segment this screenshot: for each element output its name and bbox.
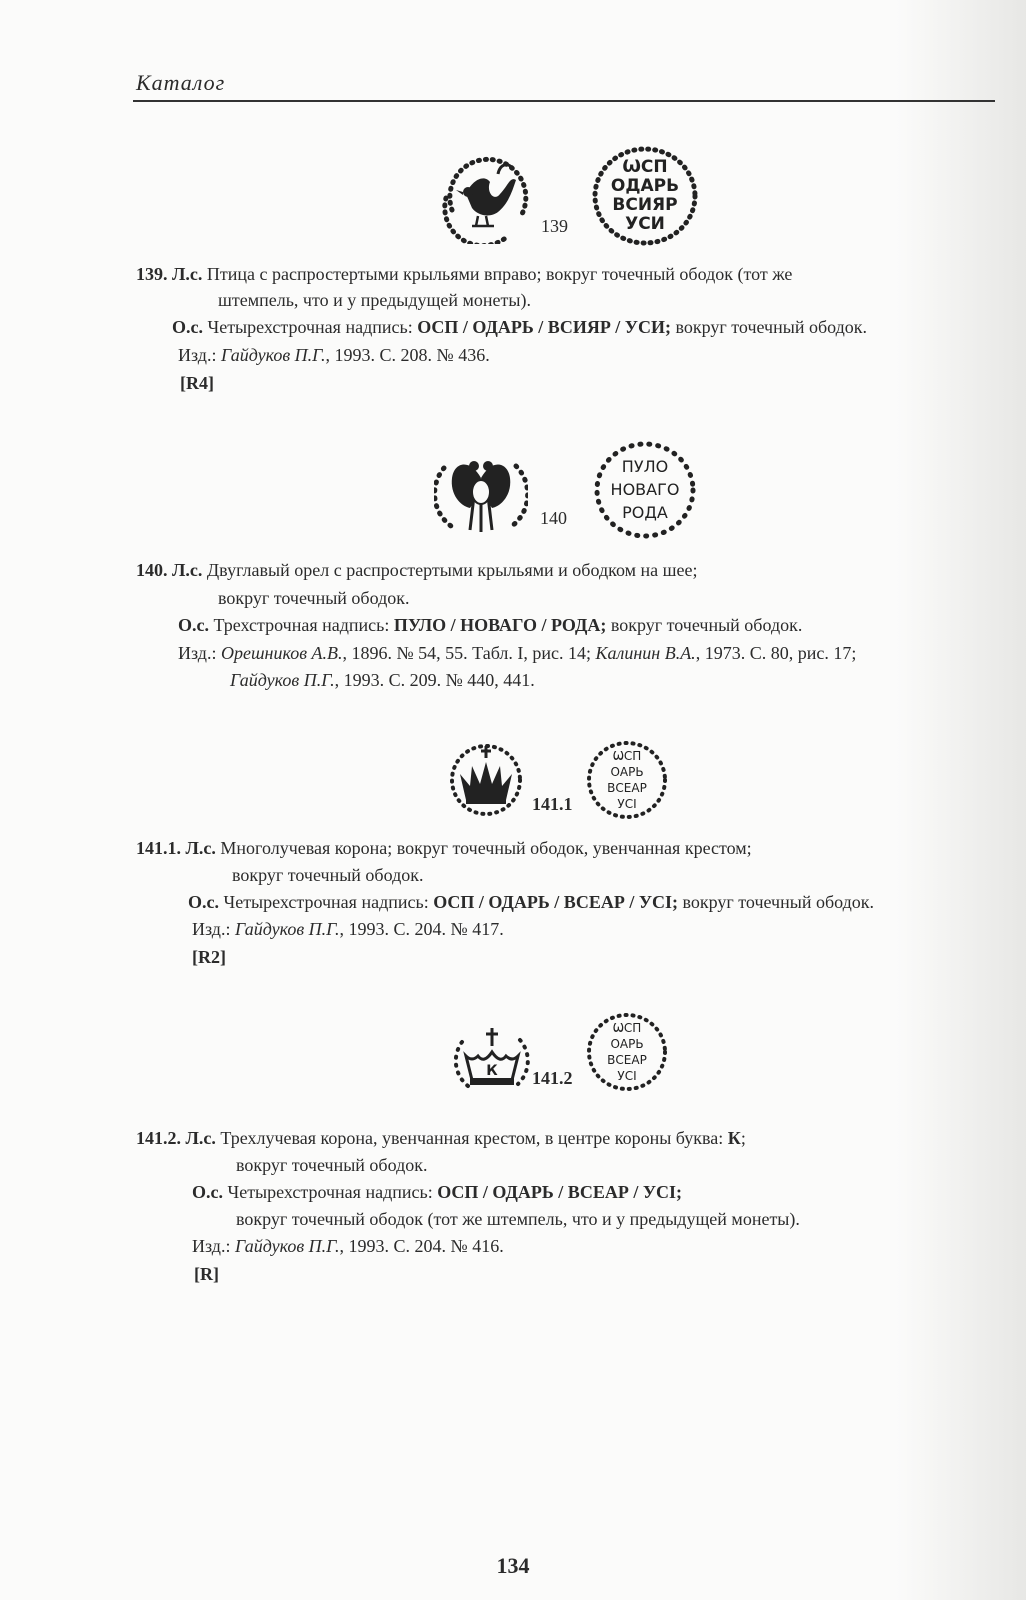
obverse-line-1 xyxy=(136,836,752,860)
publication-author: Гайдуков П.Г. xyxy=(234,1236,340,1256)
coin-images-141-2 xyxy=(0,1020,1026,1110)
reverse-label: О.с. xyxy=(188,892,219,912)
reverse-line xyxy=(178,613,802,637)
entry-number: 139. xyxy=(136,264,168,284)
coin-label-141-2: 141.2 xyxy=(532,1068,573,1088)
publication-label: Изд.: xyxy=(178,643,217,663)
reverse-glyph-line: УСІ xyxy=(617,797,637,811)
reverse-inscription-image xyxy=(584,1010,670,1094)
publication-line xyxy=(192,917,504,941)
coin-label-139: 139 xyxy=(541,216,568,236)
reverse-inscription-image xyxy=(590,438,700,542)
coin-images-140 xyxy=(0,436,1026,546)
obverse-crown-image xyxy=(446,740,526,820)
obverse-bird-image xyxy=(438,152,530,244)
publication-line-2 xyxy=(230,668,535,692)
coin-label-140: 140 xyxy=(540,508,567,528)
entry-number: 141.1. xyxy=(136,838,181,858)
reverse-line xyxy=(172,315,867,339)
publication-details: , 1993. С. 204. № 417. xyxy=(339,919,504,939)
crown-letter: К xyxy=(486,1063,498,1079)
obverse-text: Трехлучевая корона, увенчанная крестом, в центре короны буква: xyxy=(220,1128,724,1148)
reverse-inscription: ОСП / ОДАРЬ / ВСЕАР / УСІ; xyxy=(433,892,679,912)
reverse-glyph-line: ОАРЬ xyxy=(610,765,644,779)
publication-details: , 1993. С. 204. № 416. xyxy=(339,1236,504,1256)
reverse-label: О.с. xyxy=(192,1182,223,1202)
reverse-glyph-line: РОДА xyxy=(622,503,668,522)
obverse-label: Л.с. xyxy=(172,560,203,580)
reverse-text-post: вокруг точечный ободок. xyxy=(682,892,875,912)
obverse-label: Л.с. xyxy=(185,1128,216,1148)
running-title: Каталог xyxy=(136,70,226,95)
rarity-mark: [R2] xyxy=(192,947,226,967)
publication-label: Изд.: xyxy=(192,919,231,939)
reverse-inscription: ОСП / ОДАРЬ / ВСИЯР / УСИ; xyxy=(417,317,672,337)
publication-label: Изд.: xyxy=(178,345,217,365)
obverse-crown-k-image xyxy=(454,1022,530,1100)
reverse-text-post: вокруг точечный ободок. xyxy=(675,317,867,337)
reverse-inscription-image xyxy=(590,144,700,248)
obverse-text: Двуглавый орел с распростертыми крыльями и ободком на шее; xyxy=(206,560,698,580)
publication-line xyxy=(178,641,856,665)
publication-line xyxy=(178,343,490,367)
obverse-eagle-image xyxy=(434,448,528,538)
reverse-glyph-line: НОВАГО xyxy=(610,480,680,499)
obverse-line-2: вокруг точечный ободок. xyxy=(232,865,424,885)
reverse-text: Четырехстрочная надпись: xyxy=(227,1182,433,1202)
coin-images-139 xyxy=(0,142,1026,252)
reverse-glyph-line: УСИ xyxy=(625,214,665,234)
reverse-line-2: вокруг точечный ободок (тот же штемпель, что и у предыдущей монеты). xyxy=(236,1209,800,1229)
page-number: 134 xyxy=(496,1553,530,1578)
reverse-glyph-line: ОДАРЬ xyxy=(610,176,680,196)
coin-label-141-1: 141.1 xyxy=(532,794,573,814)
coin-images-141-1 xyxy=(0,738,1026,828)
reverse-line xyxy=(188,890,874,914)
publication-details: , 1993. С. 209. № 440, 441. xyxy=(334,670,535,690)
publication-details: , 1973. С. 80, рис. 17; xyxy=(695,643,857,663)
obverse-line-1 xyxy=(136,262,792,286)
entry-number: 141.2. xyxy=(136,1128,181,1148)
obverse-text: Многолучевая корона; вокруг точечный ободок, увенчанная крестом; xyxy=(220,838,752,858)
obverse-line-2: вокруг точечный ободок. xyxy=(236,1155,428,1175)
publication-author: Гайдуков П.Г. xyxy=(234,919,340,939)
reverse-glyph-line: ѠСП xyxy=(622,157,668,177)
publication-author: Орешников А.В. xyxy=(220,643,343,663)
publication-author: Гайдуков П.Г. xyxy=(220,345,326,365)
obverse-line-1 xyxy=(136,558,697,582)
publication-details: , 1896. № 54, 55. Табл. I, рис. 14; xyxy=(342,643,592,663)
reverse-text: Четырехстрочная надпись: xyxy=(207,317,413,337)
reverse-text-post: вокруг точечный ободок. xyxy=(610,615,803,635)
reverse-glyph-line: ВСЕАР xyxy=(607,1053,647,1067)
reverse-inscription: ПУЛО / НОВАГО / РОДА; xyxy=(393,615,607,635)
obverse-label: Л.с. xyxy=(185,838,216,858)
reverse-glyph-line: УСІ xyxy=(617,1069,637,1083)
obverse-letter: К xyxy=(727,1128,741,1148)
publication-line xyxy=(192,1234,504,1258)
reverse-glyph-line: ПУЛО xyxy=(621,457,669,476)
publication-author: Калинин В.А. xyxy=(595,643,696,663)
obverse-line-2: штемпель, что и у предыдущей монеты). xyxy=(218,290,531,310)
reverse-glyph-line: ОАРЬ xyxy=(610,1037,644,1051)
rarity-mark: [R4] xyxy=(180,373,214,393)
obverse-text: Птица с распростертыми крыльями вправо; вокруг точечный ободок (тот же xyxy=(206,264,793,284)
obverse-line-2: вокруг точечный ободок. xyxy=(218,588,410,608)
obverse-line-1 xyxy=(136,1126,746,1150)
reverse-glyph-line: ѠСП xyxy=(612,749,642,763)
reverse-glyph-line: ВСИЯР xyxy=(612,195,678,215)
obverse-label: Л.с. xyxy=(172,264,203,284)
obverse-text-post: ; xyxy=(740,1128,746,1148)
reverse-text: Трехстрочная надпись: xyxy=(213,615,390,635)
reverse-line xyxy=(192,1180,682,1204)
reverse-label: О.с. xyxy=(178,615,209,635)
publication-label: Изд.: xyxy=(192,1236,231,1256)
reverse-glyph-line: ѠСП xyxy=(612,1021,642,1035)
entry-number: 140. xyxy=(136,560,168,580)
rarity-mark: [R] xyxy=(194,1264,219,1284)
reverse-label: О.с. xyxy=(172,317,203,337)
reverse-glyph-line: ВСЕАР xyxy=(607,781,647,795)
reverse-text: Четырехстрочная надпись: xyxy=(223,892,429,912)
reverse-inscription-image xyxy=(584,738,670,822)
header-rule xyxy=(133,100,995,102)
publication-author: Гайдуков П.Г. xyxy=(230,670,335,690)
reverse-inscription: ОСП / ОДАРЬ / ВСЕАР / УСІ; xyxy=(437,1182,683,1202)
publication-details: , 1993. С. 208. № 436. xyxy=(325,345,490,365)
